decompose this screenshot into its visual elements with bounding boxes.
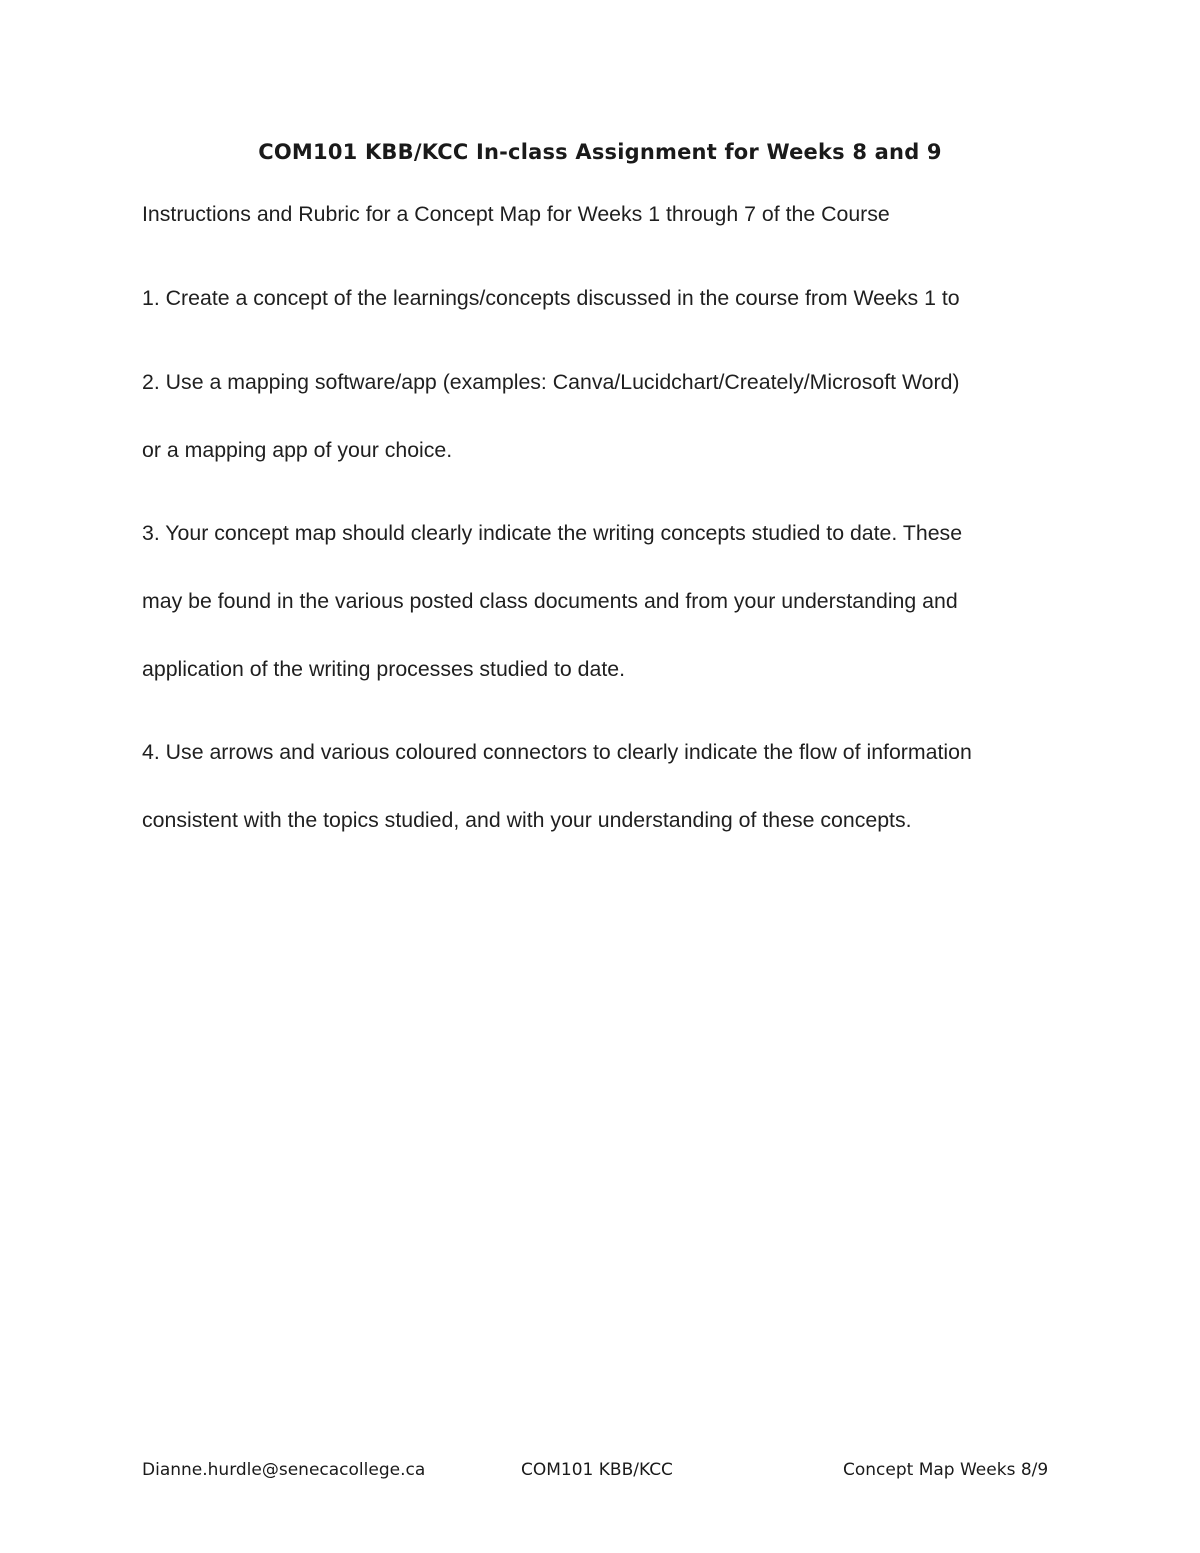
- footer-course-code: COM101 KBB/KCC: [521, 1460, 673, 1480]
- footer-email: Dianne.hurdle@senecacollege.ca: [142, 1460, 426, 1480]
- document-title: COM101 KBB/KCC In-class Assignment for Weeks 8 and 9: [258, 140, 942, 164]
- instruction-3-line-2: may be found in the various posted class documents and from your understanding and: [142, 589, 958, 613]
- instruction-4-line-2: consistent with the topics studied, and with your understanding of these concepts.: [142, 808, 912, 832]
- instruction-3-line-1: 3. Your concept map should clearly indicate the writing concepts studied to date. These: [142, 521, 963, 545]
- footer-document-label: Concept Map Weeks 8/9: [843, 1460, 1049, 1480]
- instruction-3-line-3: application of the writing processes studied to date.: [142, 657, 626, 681]
- instruction-2-line-1: 2. Use a mapping software/app (examples: Canva/Lucidchart/Creately/Microsoft Word): [142, 370, 960, 394]
- document-subtitle: Instructions and Rubric for a Concept Map for Weeks 1 through 7 of the Course: [142, 202, 890, 226]
- instruction-4-line-1: 4. Use arrows and various coloured connectors to clearly indicate the flow of information: [142, 740, 972, 764]
- instruction-2-line-2: or a mapping app of your choice.: [142, 438, 453, 462]
- instruction-1-line-1: 1. Create a concept of the learnings/concepts discussed in the course from Weeks 1 to: [142, 286, 960, 310]
